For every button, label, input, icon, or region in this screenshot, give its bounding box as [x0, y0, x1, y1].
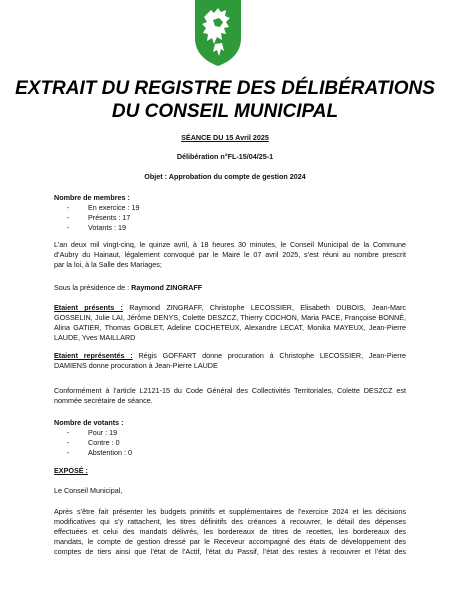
- secretaire-paragraph: Conformément à l’article L2121-15 du Code Général des Collectivités Territoriales, Colette DESZCZ est nommée secrétaire de séance.: [54, 386, 406, 405]
- votants-label: Nombre de votants :: [54, 418, 124, 427]
- membres-section: [54, 193, 406, 233]
- list-item: - Présents : 17: [67, 213, 131, 222]
- municipal-coat-of-arms-logo: [193, 0, 243, 66]
- intro-paragraph: L’an deux mil vingt-cinq, le quinze avril, à 18 heures 30 minutes, le Conseil Municipal de la Commune d’Aubry du Hainaut, légalement convoqué par le Maire le 07 avril 2025, s’est réuni au nombre prescrit par la loi, à la Salle des Mariages;: [54, 240, 406, 269]
- deliberation-subject: Objet : Approbation du compte de gestion 2024: [144, 172, 306, 181]
- membres-list: [54, 203, 406, 233]
- expose-paragraph: Après s’être fait présenter les budgets primitifs et supplémentaires de l’exercice 2024 et les décisions modificatives qui s’y rattachent, les titres définitifs des créances à recouvrer, le détail des dépenses effectuées et celui des mandats délivrés, les bordereaux de titres de recettes, les bordereaux des mandats, le compte de gestion dressé par le Receveur accompagné des états de développement des comptes de tiers ainsi que l’état de l’Actif, l’état du Passif, l’état des restes à recouvrer et l’état des: [54, 507, 406, 556]
- representes-label: Etaient représentés :: [54, 351, 133, 360]
- president-name: Raymond ZINGRAFF: [131, 283, 203, 292]
- membres-label: Nombre de membres :: [54, 193, 130, 202]
- document-title-line-1: EXTRAIT DU REGISTRE DES DÉLIBÉRATIONS: [15, 78, 435, 99]
- expose-conseil: Le Conseil Municipal,: [54, 486, 123, 495]
- list-item: - Abstention : 0: [67, 448, 132, 457]
- presents-label: Etaient présents :: [54, 303, 123, 312]
- document-title-line-2: DU CONSEIL MUNICIPAL: [111, 101, 339, 122]
- list-item: - Votants : 19: [67, 223, 126, 232]
- list-item: - En exercice : 19: [67, 203, 140, 212]
- presidence-line: Sous la présidence de : Raymond ZINGRAFF: [54, 283, 203, 292]
- list-item: - Contre : 0: [67, 438, 120, 447]
- votants-section: [54, 418, 406, 458]
- seance-date: SÉANCE DU 15 Avril 2025: [181, 133, 269, 142]
- votants-list: [54, 428, 406, 458]
- representes-section: Etaient représentés : Régis GOFFART donne procuration à Christophe LECOSSIER, Jean-Pierre DAMIENS donne procuration à Jean-Pierre LAUDE: [54, 351, 406, 370]
- presents-section: Etaient présents : Raymond ZINGRAFF, Christophe LECOSSIER, Elisabeth DUBOIS, Jean-Marc GOSSELIN, Julie LAI, Jérôme DENYS, Colette DESZCZ, Thierry COCHON, Maria PACE, Françoise BONNÉ, Alina GATIER, Thomas GOBLET, Adeline COCHETEUX, Alexandre LECAT, Monika MAYEUX, Jean-Pierre LAUDE, Yves MAILLARD: [54, 303, 407, 342]
- list-item: - Pour : 19: [67, 428, 118, 437]
- expose-heading: EXPOSÉ :: [54, 466, 88, 475]
- deliberation-number: Délibération n°FL-15/04/25-1: [176, 152, 274, 161]
